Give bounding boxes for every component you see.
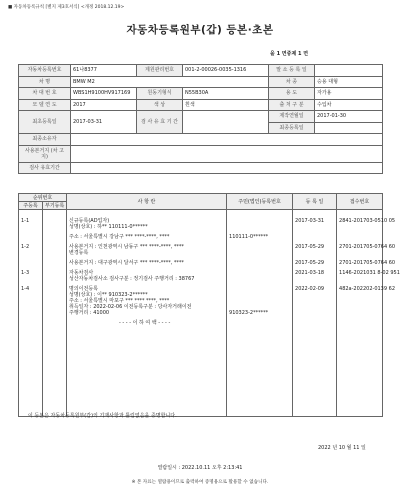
source-value: 수입차 xyxy=(315,99,383,111)
history-item-line: 자동차검사 xyxy=(69,270,94,276)
final-owner-value xyxy=(71,134,383,146)
history-date: 2021-03-18 xyxy=(295,270,325,276)
history-id: 910323-2****** xyxy=(229,310,269,316)
history-receipt: 2841-201703-0510 05 xyxy=(339,218,396,224)
final-owner-label: 최종소유자 xyxy=(19,134,71,146)
id-header: 주민(법인)등록번호 xyxy=(227,194,293,210)
date-column xyxy=(293,210,337,417)
receipt-column xyxy=(337,210,400,417)
history-item-line: 성명(상호) : 이** 910323-2****** xyxy=(69,292,148,298)
residence-label: 사용본거지 (차 고 지) xyxy=(19,145,71,162)
purpose-label: 말 소 등 록 일 xyxy=(269,65,315,77)
manufacture-value: 2017-01-30 xyxy=(315,111,383,123)
type-label: 차 명 xyxy=(19,76,71,88)
main-reg-column xyxy=(19,210,43,417)
history-item-line: 사용본거지 : 대구광역시 달서구 *** ****-****, **** xyxy=(69,260,184,266)
id-column xyxy=(227,210,293,417)
history-date: 2017-05-29 xyxy=(295,260,325,266)
main-reg-header: 주등록 xyxy=(19,202,43,210)
page-indicator: 을 1 면중제 1 면 xyxy=(270,51,309,57)
manufacture-label: 제작연월일 xyxy=(269,111,315,123)
date-header: 등 록 일 xyxy=(293,194,337,210)
history-item-line: 취득일자 : 2022-02-06 이전등록구분 : 당사자거래이전 xyxy=(69,304,192,310)
history-item-line: 변경등록 xyxy=(69,250,89,256)
residence-value xyxy=(71,145,383,162)
history-item-line: 성산자동차검사소 검사구분 : 정기검사 주행거리 : 38767 xyxy=(69,276,195,282)
vin-value: WBS1H9100HV917169 xyxy=(71,88,137,100)
vehicle-info-table xyxy=(18,64,383,174)
viewed-timestamp: 열람일시 : 2022.10.11 오후 2:13:41 xyxy=(157,465,243,471)
issue-date: 2022 년 10 월 11 일 xyxy=(318,445,366,451)
expiry-value xyxy=(183,111,269,134)
history-item-line: 성명(상호) : 하** 110111-0****** xyxy=(69,224,148,230)
certification-text: 이 등본은 자동차등록원부(갑)의 기재사항과 틀림없음을 증명합니다. xyxy=(28,413,177,419)
inspection-value xyxy=(71,162,383,174)
first-reg-label: 최초등록일 xyxy=(19,111,71,134)
sub-reg-column xyxy=(43,210,67,417)
history-item-line: 신규등록(AD업자) xyxy=(69,218,110,224)
history-receipt: 1146-2021031 8-02 951 xyxy=(339,270,400,276)
history-date: 2017-03-31 xyxy=(295,218,325,224)
year-label: 모 델 연 도 xyxy=(19,99,71,111)
history-item-line: 사용본거지 : 인천광역시 남동구 *** ****-****, **** xyxy=(69,244,184,250)
history-main-no: 1-4 xyxy=(21,286,30,292)
receipt-header: 접수번호 xyxy=(337,194,383,210)
history-item-line: 주소 : 서울특별시 강남구 *** ****-****, **** xyxy=(69,234,170,240)
engine-value: N55B30A xyxy=(183,88,269,100)
final-reg-label: 최종등록일 xyxy=(269,122,315,134)
history-end-marker: - - - - 이 하 여 백 - - - - xyxy=(119,320,171,326)
reg-no-label: 자동차등록번호 xyxy=(19,65,71,77)
history-main-no: 1-1 xyxy=(21,218,30,224)
form-header-note: ■ 자동차등록규칙 [별지 제3호서식] <개정 2018.12.19> xyxy=(8,5,125,10)
history-item-line: 주행거리 : 41000 xyxy=(69,310,110,316)
history-main-no: 1-3 xyxy=(21,270,30,276)
kind-value: 승용 대형 xyxy=(315,76,383,88)
viewing-notice: ※ 본 자료는 열람용이므로 출력하여 증명용으로 활용할 수 없습니다. xyxy=(131,480,269,485)
cert-no-value: 001-2-00026-0035-1316 xyxy=(183,65,269,77)
type-value: BMW M2 xyxy=(71,76,269,88)
engine-label: 원동기형식 xyxy=(137,88,183,100)
history-table xyxy=(18,193,400,417)
sub-reg-header: 부기등록 xyxy=(43,202,67,210)
color-value: 흰색 xyxy=(183,99,269,111)
use-label: 용 도 xyxy=(269,88,315,100)
vin-label: 차 대 번 호 xyxy=(19,88,71,100)
color-label: 색 상 xyxy=(137,99,183,111)
items-column xyxy=(67,210,227,417)
history-main-no: 1-2 xyxy=(21,244,30,250)
inspection-label: 검사 유효기간 xyxy=(19,162,71,174)
history-id: 110111-0****** xyxy=(229,234,269,240)
items-header: 사 항 란 xyxy=(67,194,227,210)
purpose-value xyxy=(315,65,383,77)
history-receipt: 2701-201705-0764 60 xyxy=(339,244,396,250)
source-label: 출 처 구 분 xyxy=(269,99,315,111)
history-receipt: 2701-201705-0764 60 xyxy=(339,260,396,266)
first-reg-value: 2017-03-31 xyxy=(71,111,137,134)
year-value: 2017 xyxy=(71,99,137,111)
history-date: 2022-02-09 xyxy=(295,286,325,292)
history-item-line: 명의이전등록 xyxy=(69,286,98,292)
reg-no-value: 61나8377 xyxy=(71,65,137,77)
history-date: 2017-05-29 xyxy=(295,244,325,250)
expiry-label: 검 사 유 효 기 간 xyxy=(137,111,183,134)
seq-header: 순위번호 xyxy=(19,194,67,202)
kind-label: 차 종 xyxy=(269,76,315,88)
document-title: 자동차등록원부(갑) 등본·초본 xyxy=(126,24,274,36)
cert-no-label: 제원관리번호 xyxy=(137,65,183,77)
history-item-line: 주소 : 서울특별시 마포구 *** **** ****, **** xyxy=(69,298,170,304)
final-reg-value xyxy=(315,122,383,134)
use-value: 자가용 xyxy=(315,88,383,100)
history-receipt: 482a-202202-0139 62 xyxy=(339,286,395,292)
